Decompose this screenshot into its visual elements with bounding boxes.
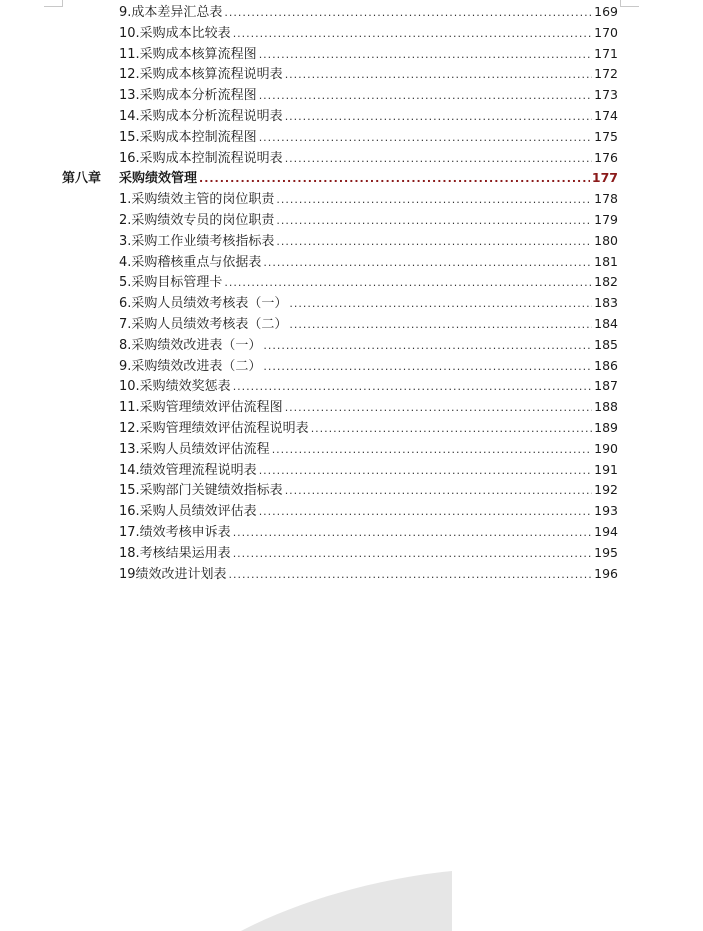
toc-entry-title: 15.采购部门关键绩效指标表 <box>119 483 283 499</box>
toc-entry-title: 7.采购人员绩效考核表（二） <box>119 316 288 332</box>
dot-leader <box>259 45 592 66</box>
toc-entry-title: 12.采购管理绩效评估流程说明表 <box>119 420 309 436</box>
toc-entry[interactable] <box>62 189 618 210</box>
toc-entry[interactable] <box>62 356 618 377</box>
table-of-contents <box>62 2 618 584</box>
toc-entry-title: 10.采购绩效奖惩表 <box>119 379 231 395</box>
toc-entry[interactable] <box>62 210 618 231</box>
toc-entry[interactable] <box>62 106 618 127</box>
chapter-title <box>62 169 199 190</box>
toc-chapter-heading[interactable] <box>62 168 618 189</box>
toc-entry-page-number: 171 <box>594 45 618 61</box>
toc-entry-page-number: 183 <box>594 295 618 311</box>
dot-leader <box>259 128 592 149</box>
dot-leader <box>233 523 592 544</box>
toc-entry-title: 5.采购目标管理卡 <box>119 275 223 291</box>
toc-entry-title: 1.采购绩效主管的岗位职责 <box>119 192 275 208</box>
dot-leader <box>233 24 592 45</box>
toc-entry[interactable] <box>62 252 618 273</box>
dot-leader <box>285 149 592 170</box>
toc-entry[interactable] <box>62 543 618 564</box>
crop-mark-left <box>44 0 63 7</box>
toc-entry[interactable] <box>62 480 618 501</box>
dot-leader <box>311 419 592 440</box>
chapter-name: 采购绩效管理 <box>119 171 198 187</box>
dot-leader <box>263 336 592 357</box>
toc-entry[interactable] <box>62 85 618 106</box>
dot-leader <box>276 232 592 253</box>
toc-entry-page-number: 175 <box>594 128 618 144</box>
dot-leader <box>229 565 593 586</box>
dot-leader <box>276 211 592 232</box>
toc-entry-title: 9.采购绩效改进表（二） <box>119 358 262 374</box>
toc-entry-page-number: 192 <box>594 482 618 498</box>
toc-entry-title: 9.成本差异汇总表 <box>119 5 223 20</box>
toc-entry-title: 4.采购稽核重点与依据表 <box>119 254 262 270</box>
dot-leader <box>263 357 592 378</box>
toc-entry-page-number: 179 <box>594 211 618 227</box>
toc-entry-page-number: 178 <box>594 191 618 207</box>
toc-entry[interactable] <box>62 335 618 356</box>
dot-leader <box>289 294 592 315</box>
toc-entry[interactable] <box>62 2 618 23</box>
dot-leader <box>272 440 592 461</box>
toc-entry-page-number: 196 <box>594 565 618 581</box>
toc-entry-page-number: 190 <box>594 440 618 456</box>
toc-entry[interactable] <box>62 460 618 481</box>
toc-entry-title: 12.采购成本核算流程说明表 <box>119 67 283 83</box>
toc-entry-page-number: 180 <box>594 232 618 248</box>
dot-leader <box>259 502 592 523</box>
dot-leader <box>285 398 592 419</box>
toc-entry[interactable] <box>62 564 618 585</box>
toc-entry-page-number: 170 <box>594 24 618 40</box>
toc-entry[interactable] <box>62 376 618 397</box>
chapter-number: 第八章 <box>62 171 102 187</box>
chapter-page-number: 177 <box>591 170 618 186</box>
toc-entry-title: 10.采购成本比较表 <box>119 25 231 41</box>
toc-entry-title: 18.考核结果运用表 <box>119 545 231 561</box>
dot-leader <box>289 315 592 336</box>
toc-entry-title: 2.采购绩效专员的岗位职责 <box>119 212 275 228</box>
toc-entry-page-number: 188 <box>594 399 618 415</box>
dot-leader <box>276 190 592 211</box>
toc-entry-title: 13.采购人员绩效评估流程 <box>119 441 270 457</box>
dot-leader <box>224 273 592 294</box>
toc-entry-page-number: 184 <box>594 315 618 331</box>
toc-entry-title: 19绩效改进计划表 <box>119 566 227 582</box>
toc-entry-title: 14.采购成本分析流程说明表 <box>119 108 283 124</box>
toc-entry[interactable] <box>62 501 618 522</box>
toc-entry-title: 16.采购人员绩效评估表 <box>119 504 257 520</box>
toc-entries-after <box>62 189 618 584</box>
crop-mark-right <box>620 0 639 7</box>
toc-entry-page-number: 187 <box>594 378 618 394</box>
toc-entry[interactable] <box>62 127 618 148</box>
toc-entry-page-number: 194 <box>594 523 618 539</box>
toc-entry[interactable] <box>62 44 618 65</box>
dot-leader <box>199 169 590 190</box>
toc-entry[interactable] <box>62 293 618 314</box>
dot-leader <box>233 544 592 565</box>
dot-leader <box>224 3 592 24</box>
toc-entry[interactable] <box>62 272 618 293</box>
toc-entry-page-number: 182 <box>594 274 618 290</box>
toc-entry-page-number: 185 <box>594 336 618 352</box>
toc-entry[interactable] <box>62 439 618 460</box>
toc-entry-page-number: 173 <box>594 87 618 103</box>
toc-entry-page-number: 189 <box>594 419 618 435</box>
toc-entry-page-number: 172 <box>594 66 618 82</box>
dot-leader <box>233 377 592 398</box>
dot-leader <box>285 65 592 86</box>
watermark-arc <box>241 871 452 931</box>
toc-entry-page-number: 191 <box>594 461 618 477</box>
toc-entry-title: 3.采购工作业绩考核指标表 <box>119 233 275 249</box>
toc-entry-title: 16.采购成本控制流程说明表 <box>119 150 283 166</box>
toc-entry[interactable] <box>62 418 618 439</box>
toc-entry-page-number: 174 <box>594 107 618 123</box>
toc-entry-page-number: 186 <box>594 357 618 373</box>
dot-leader <box>259 86 592 107</box>
toc-entry[interactable] <box>62 397 618 418</box>
toc-entry-page-number: 181 <box>594 253 618 269</box>
toc-entry[interactable] <box>62 314 618 335</box>
toc-entry-page-number: 169 <box>594 4 618 19</box>
toc-entry-title: 11.采购管理绩效评估流程图 <box>119 400 283 416</box>
dot-leader <box>285 481 592 502</box>
toc-entry-page-number: 193 <box>594 503 618 519</box>
toc-entry[interactable] <box>62 23 618 44</box>
toc-entry-title: 14.绩效管理流程说明表 <box>119 462 257 478</box>
toc-entry-title: 13.采购成本分析流程图 <box>119 88 257 104</box>
toc-entry[interactable] <box>62 231 618 252</box>
toc-entries-before <box>62 2 618 168</box>
toc-entry[interactable] <box>62 64 618 85</box>
toc-entry-title: 8.采购绩效改进表（一） <box>119 337 262 353</box>
toc-entry-title: 6.采购人员绩效考核表（一） <box>119 296 288 312</box>
dot-leader <box>285 107 592 128</box>
toc-entry-page-number: 176 <box>594 149 618 165</box>
dot-leader <box>259 461 592 482</box>
toc-entry-page-number: 195 <box>594 544 618 560</box>
dot-leader <box>263 253 592 274</box>
toc-entry[interactable] <box>62 522 618 543</box>
toc-entry-title: 17.绩效考核申诉表 <box>119 524 231 540</box>
toc-entry[interactable] <box>62 148 618 169</box>
toc-entry-title: 15.采购成本控制流程图 <box>119 129 257 145</box>
toc-entry-title: 11.采购成本核算流程图 <box>119 46 257 62</box>
